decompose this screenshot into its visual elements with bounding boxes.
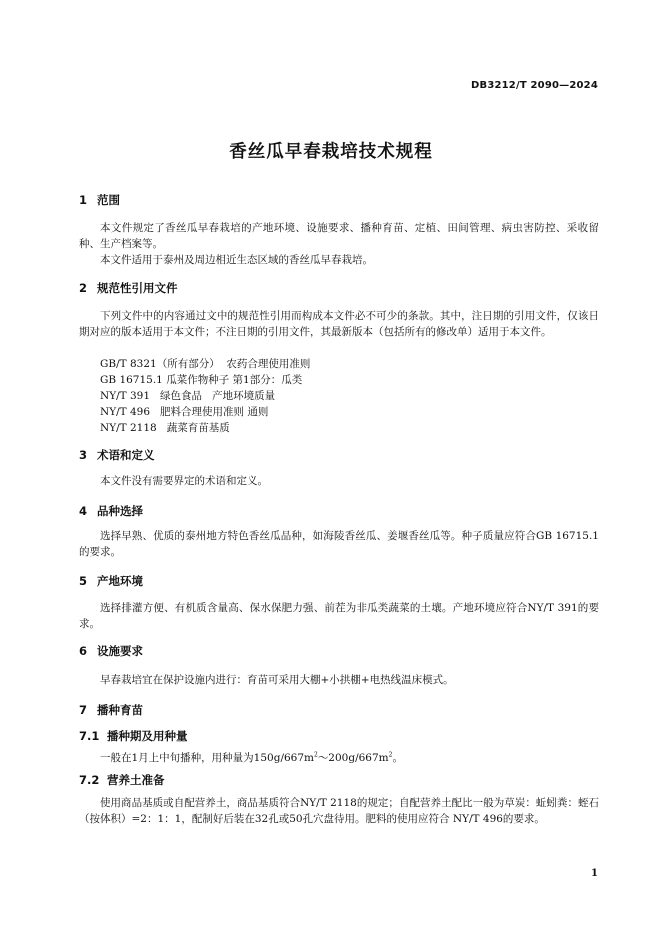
reference-item: GB/T 8321（所有部分） 农药合理使用准则 xyxy=(100,358,311,370)
section-4-paragraph-1: 选择早熟、优质的泰州地方特色香丝瓜品种，如海陵香丝瓜、姜堰香丝瓜等。种子质量应符合GB 16715.1的要求。 xyxy=(79,530,599,558)
subsection-heading-7-2: 7.2 营养土准备 xyxy=(79,773,165,787)
section-heading-3: 3 术语和定义 xyxy=(79,448,155,462)
reference-item: GB 16715.1 瓜菜作物种子 第1部分：瓜类 xyxy=(100,374,303,386)
section-heading-2: 2 规范性引用文件 xyxy=(79,281,178,295)
section-heading-1: 1 范围 xyxy=(79,193,120,207)
section-heading-6: 6 设施要求 xyxy=(79,644,143,658)
reference-item: NY/T 2118 蔬菜育苗基质 xyxy=(100,422,230,434)
subsection-heading-7-1: 7.1 播种期及用种量 xyxy=(79,729,188,743)
reference-item: NY/T 496 肥料合理使用准则 通则 xyxy=(100,406,269,418)
section-5-paragraph-1: 选择排灌方便、有机质含量高、保水保肥力强、前茬为非瓜类蔬菜的土壤。产地环境应符合NY/T 391的要求。 xyxy=(79,602,599,630)
standard-code: DB3212/T 2090—2024 xyxy=(471,80,598,91)
section-6-paragraph-1: 早春栽培宜在保护设施内进行：育苗可采用大棚+小拱棚+电热线温床模式。 xyxy=(100,674,454,686)
section-heading-5: 5 产地环境 xyxy=(79,574,143,588)
section-7-2-paragraph-1: 使用商品基质或自配营养土，商品基质符合NY/T 2118的规定；自配营养土配比一般为草炭：蚯蚓粪：蛭石（按体积）=2：1：1，配制好后装在32孔或50孔穴盘待用。肥料的使用应符合 NY/T 496的要求。 xyxy=(79,797,599,825)
section-3-paragraph-1: 本文件没有需要界定的术语和定义。 xyxy=(100,475,268,487)
section-2-paragraph-1: 下列文件中的内容通过文中的规范性引用而构成本文件必不可少的条款。其中，注日期的引用文件，仅该日期对应的版本适用于本文件；不注日期的引用文件，其最新版本（包括所有的修改单）适用于本文件。 xyxy=(79,310,599,338)
document-title: 香丝瓜早春栽培技术规程 xyxy=(229,142,433,162)
section-heading-4: 4 品种选择 xyxy=(79,504,143,518)
section-7-1-paragraph-1: 一般在1月上中旬播种，用种量为$150g/667m^2\sim 200g/667m^2$。 xyxy=(100,751,403,764)
page-number: 1 xyxy=(591,868,598,879)
section-heading-7: 7 播种育苗 xyxy=(79,703,143,717)
section-1-paragraph-2: 本文件适用于泰州及周边相近生态区域的香丝瓜早春栽培。 xyxy=(100,254,373,266)
reference-item: NY/T 391 绿色食品 产地环境质量 xyxy=(100,390,276,402)
section-1-paragraph-1: 本文件规定了香丝瓜早春栽培的产地环境、设施要求、播种育苗、定植、田间管理、病虫害防控、采收留种、生产档案等。 xyxy=(79,222,599,250)
